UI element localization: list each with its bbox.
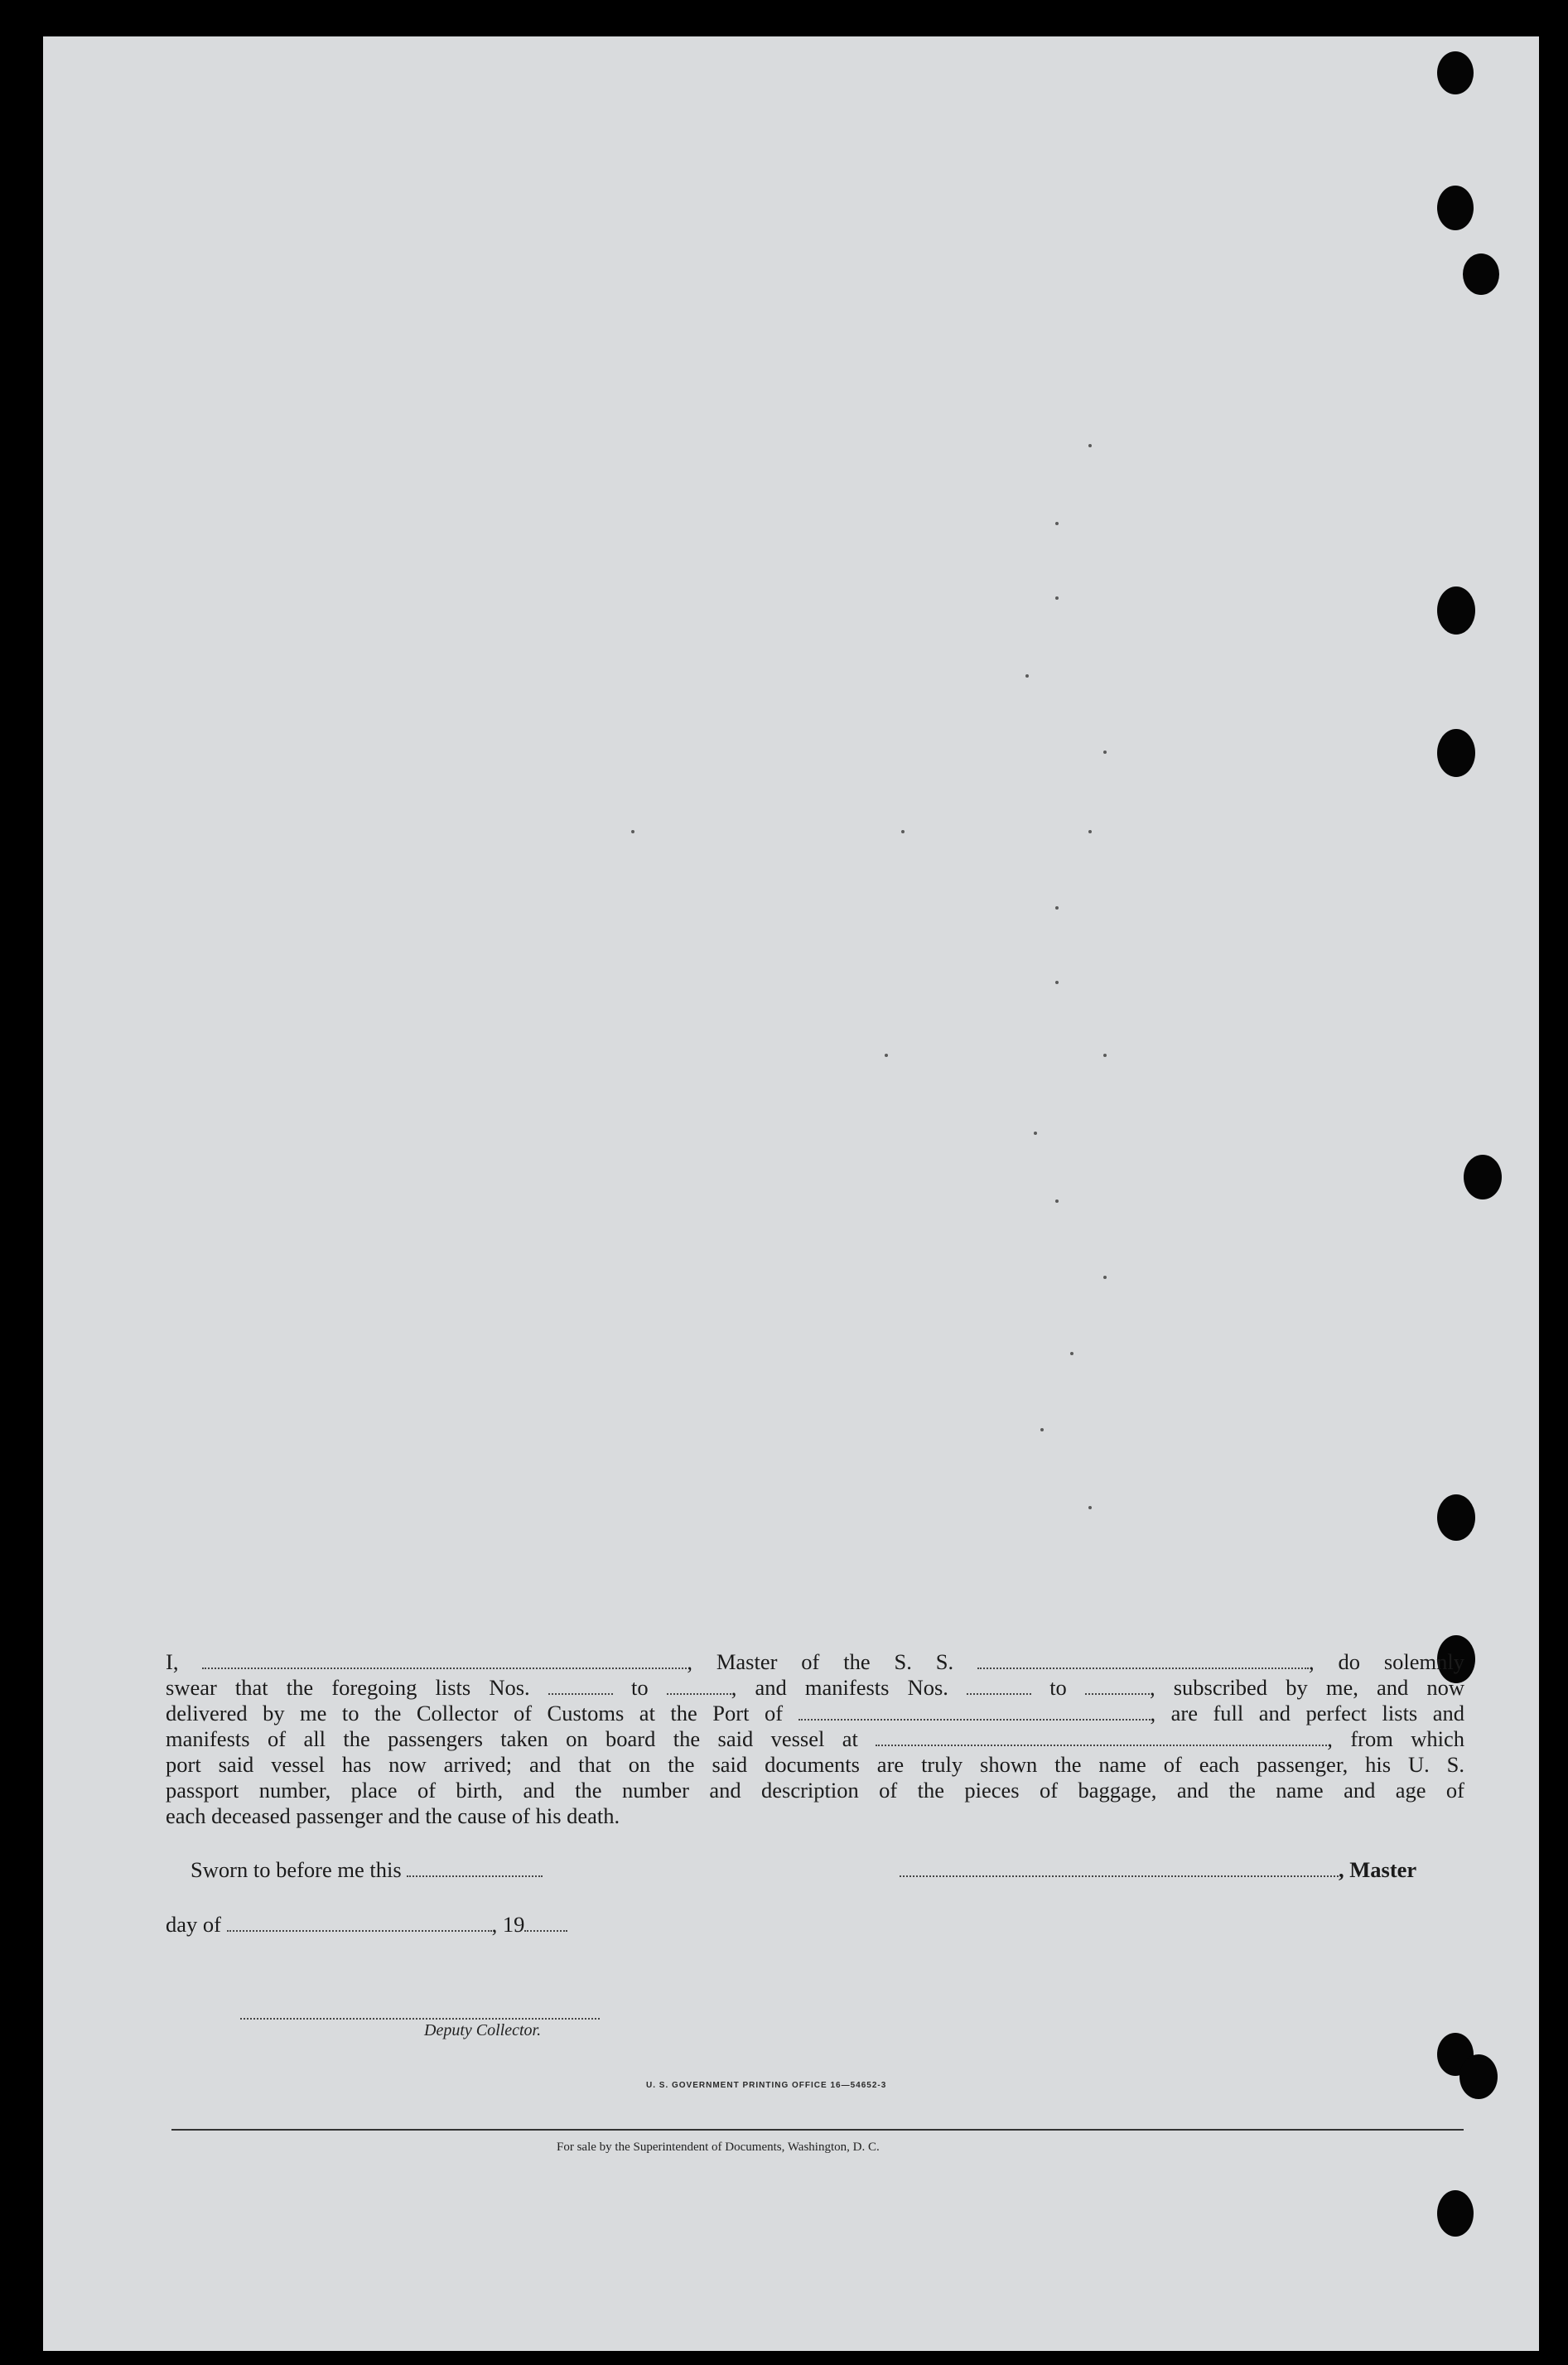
gpo-imprint: U. S. GOVERNMENT PRINTING OFFICE 16—54652-3 [646, 2081, 887, 2090]
lists-to-blank[interactable] [667, 1678, 731, 1695]
speck [1088, 830, 1092, 833]
speck [1103, 1276, 1107, 1279]
oath-line-2 [166, 1675, 1464, 1701]
oath-text: , Master of the S. S. [687, 1649, 954, 1674]
punch-hole [1464, 1155, 1502, 1199]
port-blank[interactable] [798, 1704, 1151, 1721]
speck [1088, 1506, 1092, 1509]
oath-text: manifests of all the passengers taken on board the said vessel at [166, 1726, 858, 1751]
speck [1088, 444, 1092, 447]
speck [1034, 1132, 1037, 1135]
oath-line-5: port said vessel has now arrived; and that on the said documents are truly shown the name of each passenger, his U. S. [166, 1752, 1464, 1777]
speck [1055, 981, 1059, 984]
oath-text: , do solemnly [1308, 1649, 1465, 1674]
oath-text: , and manifests Nos. [731, 1675, 948, 1700]
sworn-row [191, 1857, 543, 1883]
master-signature-row [900, 1857, 1416, 1883]
manifests-from-blank[interactable] [967, 1678, 1031, 1695]
speck [885, 1054, 888, 1057]
embarkation-port-blank[interactable] [876, 1730, 1327, 1746]
oath-text: to [630, 1675, 649, 1700]
punch-hole [1459, 2054, 1498, 2099]
speck [1055, 522, 1059, 525]
day-of-label: day of [166, 1912, 221, 1937]
vessel-name-blank[interactable] [977, 1653, 1309, 1669]
master-label: , Master [1339, 1857, 1417, 1882]
manifests-to-blank[interactable] [1085, 1678, 1150, 1695]
speck [1070, 1352, 1073, 1355]
for-sale-notice: For sale by the Superintendent of Documents, Washington, D. C. [557, 2141, 880, 2154]
oath-text: delivered by me to the Collector of Customs at the Port of [166, 1701, 784, 1725]
punch-hole [1437, 729, 1475, 777]
deputy-collector-caption: Deputy Collector. [424, 2021, 542, 2039]
oath-text: to [1049, 1675, 1067, 1700]
oath-paragraph [166, 1649, 1464, 1829]
year-label: , 19 [491, 1912, 525, 1937]
sworn-date-blank[interactable] [407, 1861, 543, 1877]
lists-from-blank[interactable] [548, 1678, 613, 1695]
day-of-blank[interactable] [227, 1915, 492, 1932]
speck [1103, 751, 1107, 754]
oath-line-6: passport number, place of birth, and the number and description of the pieces of baggage, and the name and age of [166, 1778, 1464, 1803]
speck [1055, 1199, 1059, 1203]
speck [1055, 596, 1059, 600]
oath-line-4 [166, 1726, 1464, 1752]
speck [1040, 1428, 1044, 1431]
punch-hole [1437, 586, 1475, 635]
oath-line-3 [166, 1701, 1464, 1726]
footer-rule [171, 2129, 1464, 2131]
speck [901, 830, 905, 833]
speck [1055, 906, 1059, 910]
form-page [43, 36, 1539, 2351]
speck [1025, 674, 1029, 678]
oath-text: swear that the foregoing lists Nos. [166, 1675, 530, 1700]
punch-hole [1437, 51, 1474, 94]
sworn-label: Sworn to before me this [191, 1857, 402, 1882]
oath-text: , subscribed by me, and now [1149, 1675, 1465, 1700]
speck [1103, 1054, 1107, 1057]
oath-text: I, [166, 1649, 179, 1674]
punch-hole [1463, 253, 1499, 295]
master-signature-blank[interactable] [900, 1861, 1339, 1877]
punch-hole [1437, 2190, 1474, 2237]
master-name-blank[interactable] [202, 1653, 687, 1669]
day-of-row [166, 1912, 567, 1938]
oath-text: , from which [1327, 1726, 1464, 1751]
oath-line-7: each deceased passenger and the cause of his death. [166, 1803, 620, 1828]
punch-hole [1437, 1494, 1475, 1541]
year-blank[interactable] [524, 1915, 567, 1932]
oath-text: , are full and perfect lists and [1150, 1701, 1464, 1725]
deputy-signature-line[interactable] [240, 2018, 600, 2020]
oath-line-1 [166, 1649, 1464, 1675]
speck [631, 830, 634, 833]
punch-hole [1437, 186, 1474, 230]
